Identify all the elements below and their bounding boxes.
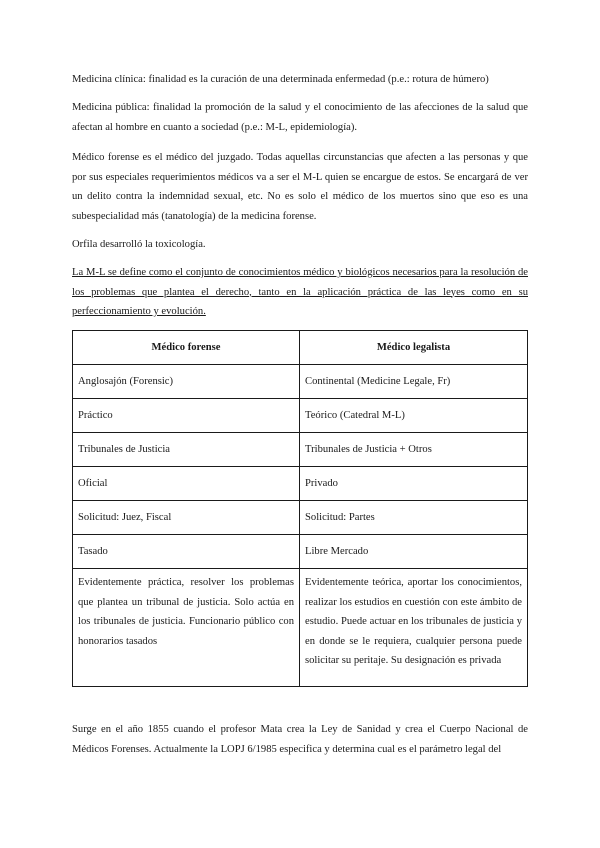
header-medico-forense: Médico forense: [73, 331, 300, 365]
table-cell: Evidentemente práctica, resolver los problemas que plantea un tribunal de justicia. Solo actúa en los tribunales de justicia. Funcionario público con honorarios tasados: [73, 569, 300, 687]
comparison-table: [72, 330, 528, 687]
table-cell: Oficial: [73, 467, 300, 501]
table-cell: Solicitud: Partes: [300, 501, 528, 535]
table-cell: Teórico (Catedral M-L): [300, 399, 528, 433]
paragraph-orfila: Orfila desarrolló la toxicología.: [72, 239, 206, 250]
table-row: [73, 433, 528, 467]
table-cell: Práctico: [73, 399, 300, 433]
table-cell: Libre Mercado: [300, 535, 528, 569]
table-cell: Solicitud: Juez, Fiscal: [73, 501, 300, 535]
paragraph-medicina-publica: Medicina pública: finalidad la promoción de la salud y el conocimiento de las afecciones de la salud que afectan al hombre en cuanto a sociedad (p.e.: M-L, epidemiología).: [72, 102, 528, 133]
table-cell: Tribunales de Justicia + Otros: [300, 433, 528, 467]
table-row: [73, 535, 528, 569]
paragraph-definicion-ml: La M-L se define como el conjunto de conocimientos médico y biológicos necesarios para la resolución de los problemas que plantea el derecho, tanto en la aplicación práctica de las leyes como en su perfeccionamiento y evolución.: [72, 267, 528, 317]
table-cell: Continental (Medicine Legale, Fr): [300, 365, 528, 399]
table-cell: Evidentemente teórica, aportar los conocimientos, realizar los estudios en cuestión con este ámbito de estudio. Puede actuar en los tribunales de justicia y en donde se le requiera, cualquier persona puede solicitar su peritaje. Su designación es privada: [300, 569, 528, 687]
paragraph-medicina-clinica: Medicina clínica: finalidad es la curación de una determinada enfermedad (p.e.: rotura de húmero): [72, 74, 489, 85]
table-cell: Anglosajón (Forensic): [73, 365, 300, 399]
table-row: [73, 501, 528, 535]
paragraph-medico-forense: Médico forense es el médico del juzgado. Todas aquellas circunstancias que afecten a las personas y que por sus especiales requerimientos médicos va a ser el M-L quien se encargue de estos. Se encargará de ver un delito contra la indemnidad sexual, etc. No es solo el médico de los muertos sino que eso es una subespecialidad más (tanatología) de la medicina forense.: [72, 152, 528, 222]
table-header-row: [73, 331, 528, 365]
table-row: [73, 399, 528, 433]
header-medico-legalista: Médico legalista: [300, 331, 528, 365]
table-row: [73, 467, 528, 501]
paragraph-historia: Surge en el año 1855 cuando el profesor Mata crea la Ley de Sanidad y crea el Cuerpo Nacional de Médicos Forenses. Actualmente la LOPJ 6/1985 especifica y determina cual es el parámetro legal del: [72, 724, 528, 755]
table-cell: Privado: [300, 467, 528, 501]
table-row: [73, 365, 528, 399]
table-row: [73, 569, 528, 687]
table-cell: Tasado: [73, 535, 300, 569]
table-cell: Tribunales de Justicia: [73, 433, 300, 467]
